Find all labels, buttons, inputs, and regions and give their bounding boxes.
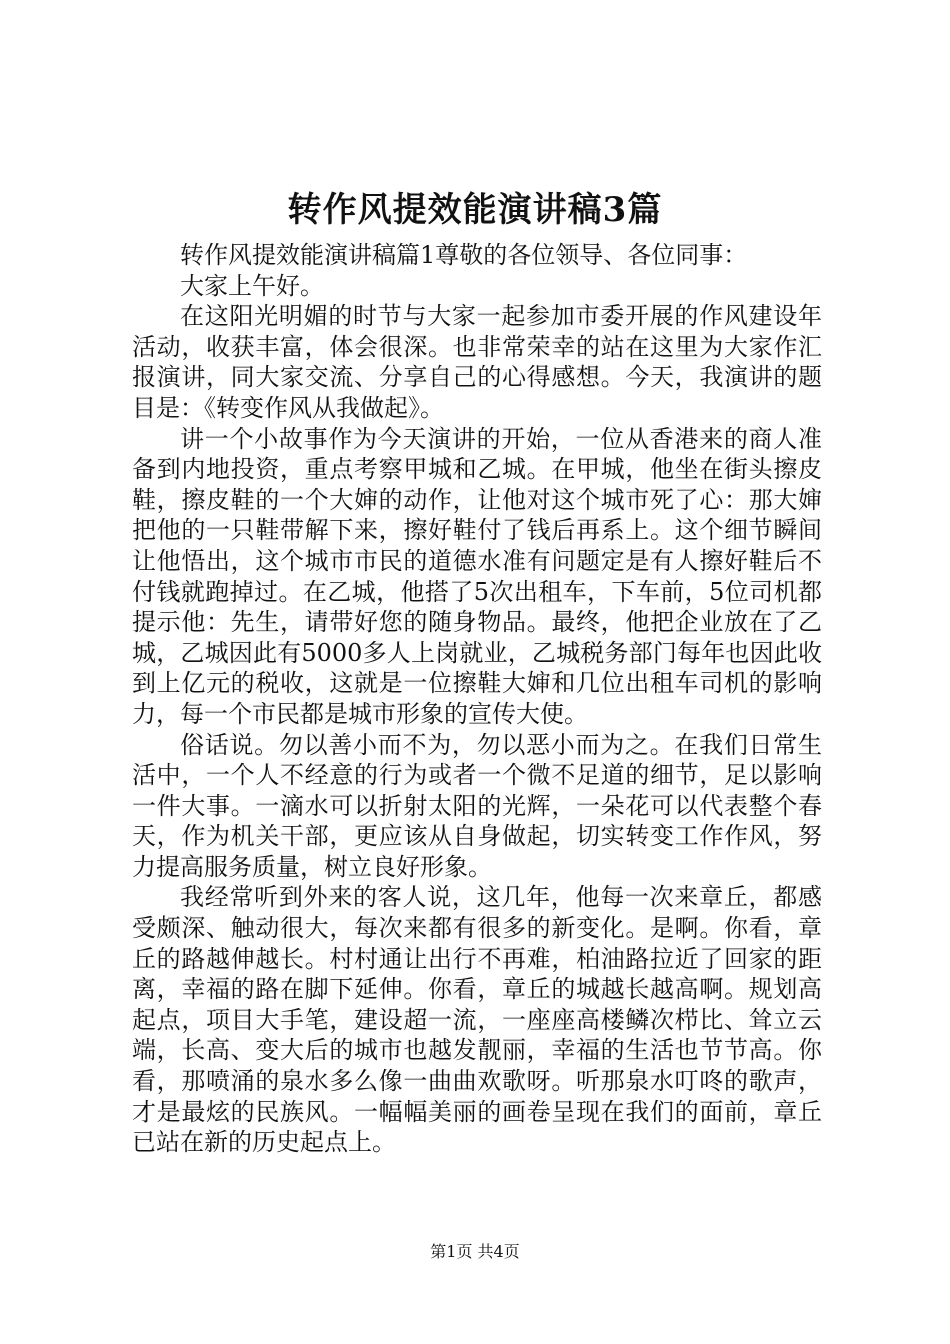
page-number-footer: 第1页 共4页 xyxy=(430,1242,520,1261)
paragraph-intro: 在这阳光明媚的时节与大家一起参加市委开展的作风建设年活动，收获丰富，体会很深。也非常荣幸的站在这里为大家作汇报演讲，同大家交流、分享自己的心得感想。今天，我演讲的题目是：《转变作风从我做起》。 xyxy=(132,302,822,422)
paragraph-zhangqiu: 我经常听到外来的客人说，这几年，他每一次来章丘，都感受颇深、触动很大，每次来都有很多的新变化。是啊。你看，章丘的路越伸越长。村村通让出行不再难，柏油路拉近了回家的距离，幸福的路在脚下延伸。你看，章丘的城越长越高啊。规划高起点，项目大手笔，建设超一流，一座座高楼鳞次栉比、耸立云端，长高、变大后的城市也越发靓丽，幸福的生活也节节高。你看，那喷涌的泉水多么像一曲曲欢歌呀。听那泉水叮咚的歌声，才是最炫的民族风。一幅幅美丽的画卷呈现在我们的面前，章丘已站在新的历史起点上。 xyxy=(132,883,822,1157)
document-body xyxy=(132,240,822,1158)
paragraph-story: 讲一个小故事作为今天演讲的开始，一位从香港来的商人准备到内地投资，重点考察甲城和乙城。在甲城，他坐在街头擦皮鞋，擦皮鞋的一个大婶的动作，让他对这个城市死了心：那大婶把他的一只鞋带解下来，擦好鞋付了钱后再系上。这个细节瞬间让他悟出，这个城市市民的道德水准有问题定是有人擦好鞋后不付钱就跑掉过。在乙城，他搭了5次出租车，下车前，5位司机都提示他：先生，请带好您的随身物品。最终，他把企业放在了乙城，乙城因此有5000多人上岗就业，乙城税务部门每年也因此收到上亿元的税收，这就是一位擦鞋大婶和几位出租车司机的影响力，每一个市民都是城市形象的宣传大使。 xyxy=(132,424,822,728)
paragraph-greeting: 大家上午好。 xyxy=(180,271,324,300)
document-title: 转作风提效能演讲稿3篇 xyxy=(287,190,663,230)
paragraph-salutation: 转作风提效能演讲稿篇1尊敬的各位领导、各位同事： xyxy=(180,241,748,269)
paragraph-proverb: 俗话说。勿以善小而不为，勿以恶小而为之。在我们日常生活中，一个人不经意的行为或者一个微不足道的细节，足以影响一件大事。一滴水可以折射太阳的光辉，一朵花可以代表整个春天，作为机关干部，更应该从自身做起，切实转变工作作风，努力提高服务质量，树立良好形象。 xyxy=(132,730,822,881)
